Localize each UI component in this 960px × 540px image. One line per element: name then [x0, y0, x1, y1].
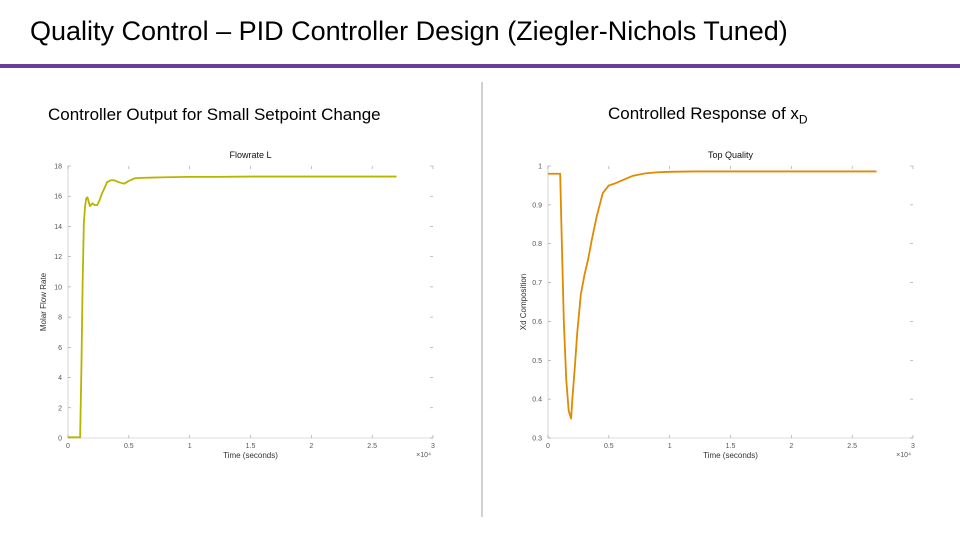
top-quality-chart — [510, 140, 930, 470]
flowrate-chart — [30, 140, 450, 470]
y-tick-label: 1 — [538, 163, 542, 171]
y-tick-label: 0 — [58, 435, 62, 443]
y-tick-label: 0.4 — [532, 396, 542, 404]
x-tick-label: 0.5 — [603, 443, 614, 450]
x-axis-label: Time (seconds) — [703, 451, 758, 460]
x-axis-label: Time (seconds) — [223, 451, 278, 460]
slide-title: Quality Control – PID Controller Design (Ziegler-Nichols Tuned) — [30, 16, 788, 46]
y-tick-label: 6 — [58, 344, 62, 352]
x-exponent-label: ×10⁴ — [896, 452, 911, 459]
y-tick-label: 2 — [58, 405, 62, 413]
x-tick-label: 1.5 — [725, 443, 736, 450]
y-tick-label: 12 — [54, 254, 62, 262]
y-axis-label: Molar Flow Rate — [39, 272, 48, 332]
x-tick-label: 2 — [789, 443, 794, 450]
right-caption-subscript: D — [798, 112, 808, 127]
panel-divider — [481, 82, 483, 517]
y-tick-label: 0.8 — [532, 241, 542, 249]
y-tick-label: 0.6 — [532, 318, 542, 326]
x-tick-label: 0 — [546, 443, 550, 450]
x-tick-label: 2.5 — [367, 443, 378, 450]
x-tick-label: 1 — [667, 443, 672, 450]
x-tick-label: 0.5 — [123, 443, 134, 450]
y-tick-label: 0.3 — [532, 435, 542, 443]
x-tick-label: 1.5 — [245, 443, 256, 450]
y-tick-label: 18 — [54, 163, 62, 171]
chart-title: Top Quality — [707, 150, 754, 160]
left-chart-caption: Controller Output for Small Setpoint Change — [48, 105, 381, 124]
right-caption-main: Controlled Response of x — [608, 104, 799, 123]
y-tick-label: 0.9 — [532, 202, 542, 210]
series-line — [68, 177, 397, 438]
x-tick-label: 1 — [187, 443, 192, 450]
y-tick-label: 16 — [54, 193, 62, 201]
y-tick-label: 0.5 — [532, 357, 542, 365]
y-tick-label: 10 — [54, 284, 62, 292]
y-axis-label: Xd Composition — [519, 273, 528, 331]
y-tick-label: 0.7 — [532, 280, 542, 288]
chart-title: Flowrate L — [229, 150, 272, 160]
x-tick-label: 2.5 — [847, 443, 858, 450]
title-rule — [0, 64, 960, 68]
series-line — [548, 171, 877, 418]
x-tick-label: 2 — [309, 443, 314, 450]
x-tick-label: 3 — [431, 443, 435, 450]
y-tick-label: 14 — [54, 223, 62, 231]
y-tick-label: 8 — [58, 314, 62, 322]
x-tick-label: 0 — [66, 443, 70, 450]
y-tick-label: 4 — [58, 375, 62, 383]
x-exponent-label: ×10⁴ — [416, 452, 431, 459]
x-tick-label: 3 — [911, 443, 915, 450]
right-chart-caption — [608, 104, 808, 126]
